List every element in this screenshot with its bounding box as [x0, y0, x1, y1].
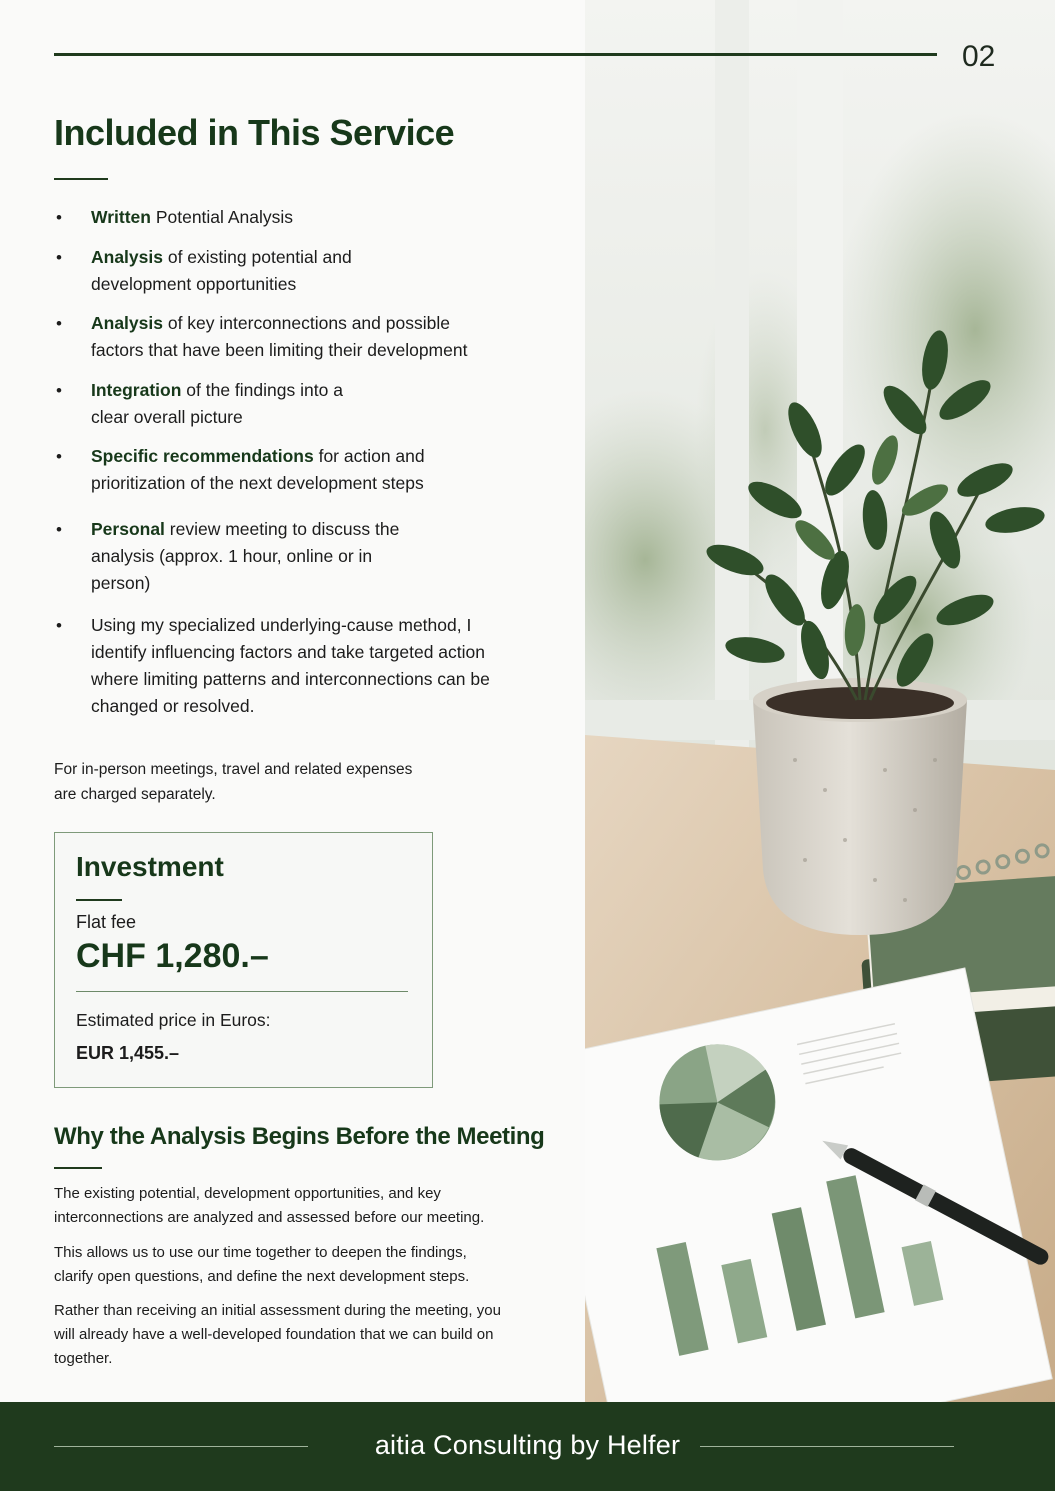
brochure-page: 02 Included in This Service • Written Potential Analysis • Analysis of existing potential and development opportunities • Analysis of key interconnections and possible factors that have been limiting their development • Integration of the findings into a clear overall picture • Specific recommendations for action and prioritization of the next development steps • Personal review meeting to discuss the analysis (approx. 1 hour, online or in person) • Using my specialized underlying-cause method, I identify influencing factors and take targeted action where limiting patterns and interconnections can be changed or resolved. For in-person meetings, travel and related expenses are charged separately. Investment Flat fee CHF 1,280.– Estimated price in Euros: EUR 1,455.– Why the Analysis Begins Before the Meeting The existing potential, development opportunities, and key interconnections are analyzed and assessed before our meeting. This allows us to use our time together to deepen the findings, clarify open questions, and define the next development steps. Rather than receiving an initial assessment during the meeting, you will already have a well-developed foundation that we can build on together. aitia Consulting by Helfer: [0, 0, 1055, 1491]
travel-note: For in-person meetings, travel and related expenses are charged separately.: [54, 761, 413, 803]
bullet-icon: •: [56, 520, 62, 539]
price-chf: CHF 1,280.–: [76, 937, 269, 975]
footer-brand: aitia Consulting by Helfer: [374, 1430, 681, 1460]
page-title: Included in This Service: [54, 112, 455, 153]
footer-rule-right: [700, 1446, 954, 1447]
flat-fee-label: Flat fee: [76, 912, 137, 932]
why-paragraph-2: This allows us to use our time together to deepen the findings, clarify open questions, and define the next development steps.: [54, 1244, 470, 1285]
price-eur: EUR 1,455.–: [76, 1043, 180, 1063]
estimate-label: Estimated price in Euros:: [76, 1010, 271, 1030]
bullet-icon: •: [56, 616, 62, 635]
title-underline: [54, 178, 108, 180]
bullet-icon: •: [56, 447, 62, 466]
bullet-icon: •: [56, 208, 62, 227]
header-rule: [54, 53, 937, 56]
investment-box: [54, 832, 433, 1088]
investment-divider: [76, 991, 408, 992]
page-number: 02: [962, 40, 996, 73]
footer-bar: [0, 1402, 1055, 1491]
why-heading: Why the Analysis Begins Before the Meeting: [54, 1123, 545, 1150]
investment-title: Investment: [76, 851, 224, 882]
investment-underline: [76, 899, 122, 901]
bullet-icon: •: [56, 314, 62, 333]
bullet-icon: •: [56, 248, 62, 267]
office-plant-photo: [585, 0, 1055, 1402]
why-paragraph-1: The existing potential, development opportunities, and key interconnections are analyzed and assessed before our meeting.: [54, 1185, 485, 1226]
why-paragraph-3: Rather than receiving an initial assessment during the meeting, you will already have a well-developed foundation that we can build on together.: [54, 1302, 501, 1367]
bullet-icon: •: [56, 381, 62, 400]
why-underline: [54, 1167, 102, 1169]
